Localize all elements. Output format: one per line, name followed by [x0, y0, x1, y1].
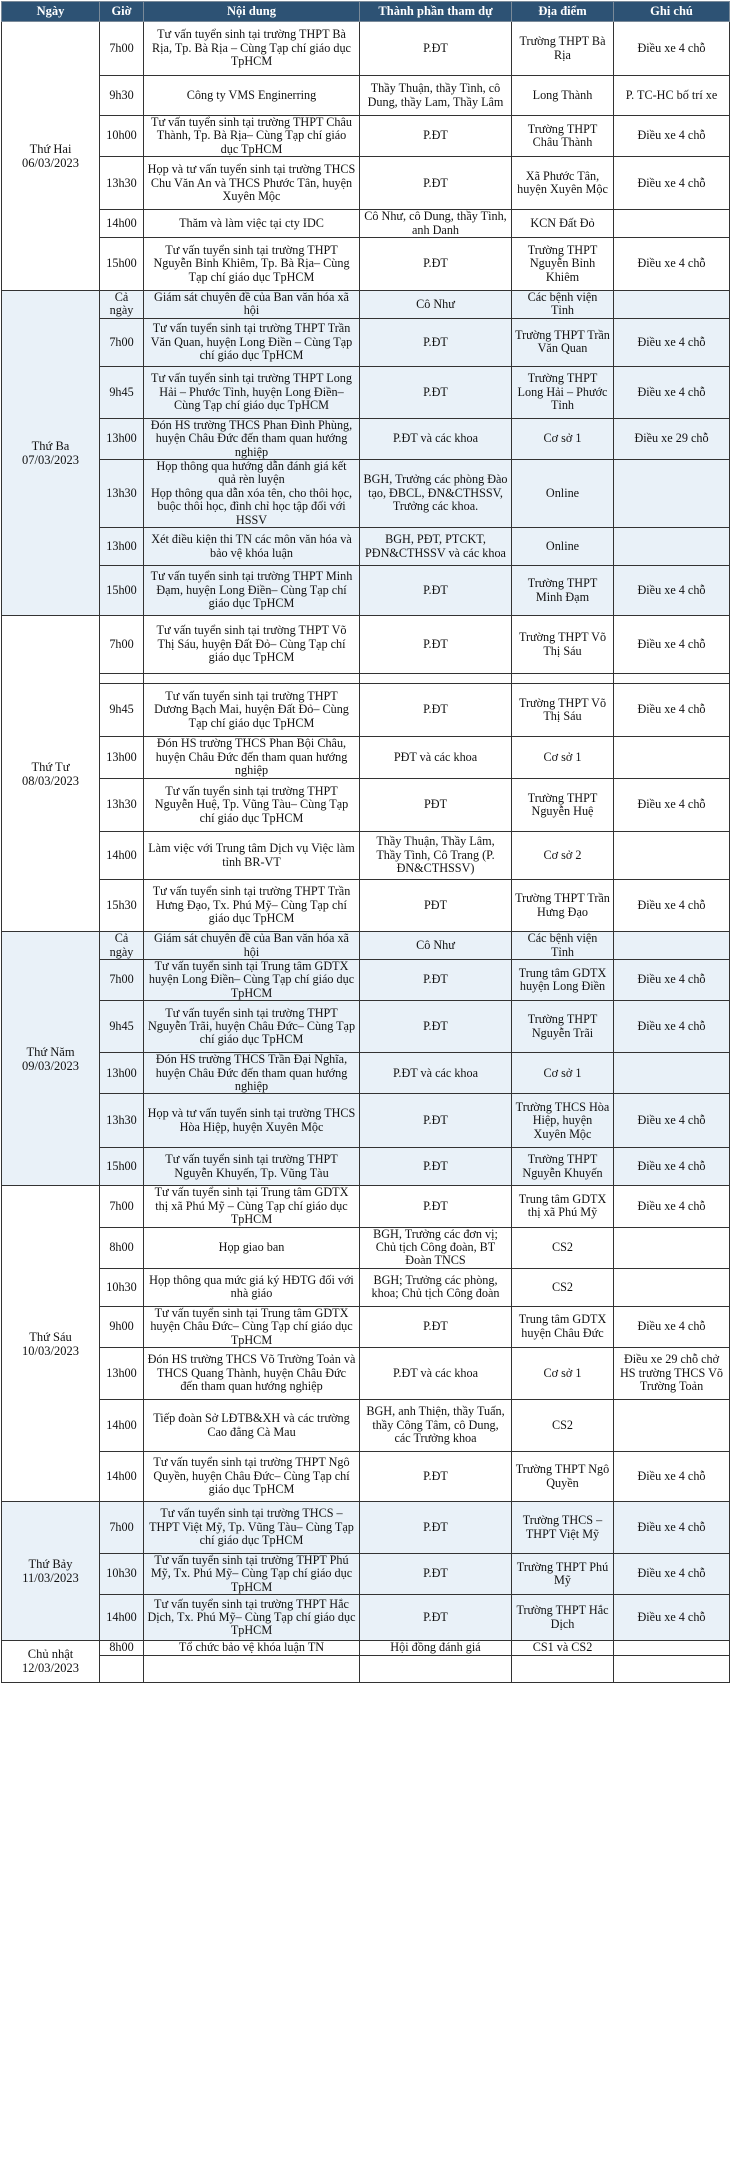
time-cell: 14h00 — [100, 1452, 144, 1502]
day-cell: Thứ Tư 08/03/2023 — [2, 616, 100, 932]
table-row — [2, 880, 730, 932]
place-cell: Trung tâm GDTX thị xã Phú Mỹ — [512, 1186, 614, 1227]
content-cell: Họp và tư vấn tuyển sinh tại trường THCS Hòa Hiệp, huyện Xuyên Mộc — [144, 1094, 360, 1148]
table-row — [2, 76, 730, 116]
place-cell: Trường THCS Hòa Hiệp, huyện Xuyên Mộc — [512, 1094, 614, 1148]
table-row — [2, 157, 730, 210]
participants-cell — [360, 674, 512, 684]
note-cell: Điều xe 4 chỗ — [614, 1502, 730, 1554]
content-cell: Thăm và làm việc tại cty IDC — [144, 210, 360, 238]
note-cell — [614, 1053, 730, 1094]
header-time: Giờ — [100, 2, 144, 22]
note-cell: Điều xe 4 chỗ — [614, 116, 730, 157]
time-cell: 9h30 — [100, 76, 144, 116]
content-cell: Đón HS trường THCS Phan Bội Châu, huyện Châu Đức đến tham quan hướng nghiệp — [144, 737, 360, 779]
content-cell: Tư vấn tuyển sinh tại trường THPT Nguyễn Khuyến, Tp. Vũng Tàu — [144, 1148, 360, 1186]
content-cell: Tiếp đoàn Sở LĐTB&XH và các trường Cao đẳng Cà Mau — [144, 1400, 360, 1452]
day-group — [2, 291, 730, 616]
content-cell: Tư vấn tuyển sinh tại Trung tâm GDTX huyện Long Điền– Cùng Tạp chí giáo dục TpHCM — [144, 959, 360, 1000]
place-cell: KCN Đất Đỏ — [512, 210, 614, 238]
note-cell — [614, 1400, 730, 1452]
place-cell: Cơ sở 1 — [512, 1348, 614, 1400]
note-cell — [614, 210, 730, 238]
time-cell — [100, 1655, 144, 1682]
participants-cell: BGH, anh Thiện, thầy Tuấn, thầy Công Tâm, cô Dung, các Trưởng khoa — [360, 1400, 512, 1452]
participants-cell: P.ĐT — [360, 1595, 512, 1641]
participants-cell: P.ĐT — [360, 116, 512, 157]
note-cell — [614, 932, 730, 960]
day-cell: Thứ Hai 06/03/2023 — [2, 22, 100, 291]
note-cell: Điều xe 29 chỗ — [614, 418, 730, 459]
place-cell: Trường THPT Nguyễn Khuyến — [512, 1148, 614, 1186]
content-cell: Xét điều kiện thi TN các môn văn hóa và bảo vệ khóa luận — [144, 528, 360, 566]
note-cell: Điều xe 4 chỗ — [614, 1452, 730, 1502]
time-cell: 15h00 — [100, 1148, 144, 1186]
table-row — [2, 116, 730, 157]
note-cell: Điều xe 4 chỗ — [614, 1306, 730, 1347]
content-cell: Giám sát chuyên đề của Ban văn hóa xã hội — [144, 932, 360, 960]
note-cell — [614, 832, 730, 880]
content-cell: Tư vấn tuyển sinh tại trường THPT Châu Thành, Tp. Bà Rịa– Cùng Tạp chí giáo dục TpHCM — [144, 116, 360, 157]
table-row — [2, 1053, 730, 1094]
header-content: Nội dung — [144, 2, 360, 22]
note-cell: Điều xe 4 chỗ — [614, 1094, 730, 1148]
place-cell — [512, 674, 614, 684]
day-cell: Thứ Sáu 10/03/2023 — [2, 1186, 100, 1502]
participants-cell: Hội đồng đánh giá — [360, 1641, 512, 1655]
place-cell: Trường THPT Minh Đạm — [512, 566, 614, 616]
content-cell: Họp giao ban — [144, 1227, 360, 1268]
place-cell: Trường THPT Võ Thị Sáu — [512, 616, 614, 674]
place-cell: Cơ sở 1 — [512, 1053, 614, 1094]
content-cell: Họp thông qua hướng dẫn đánh giá kết quả rèn luyện Họp thông qua dẫn xóa tên, cho thôi học, buộc thôi học, đình chỉ học tập đối với HSSV — [144, 460, 360, 528]
table-row — [2, 291, 730, 319]
content-cell: Tư vấn tuyển sinh tại trường THPT Hắc Dịch, Tx. Phú Mỹ– Cùng Tạp chí giáo dục TpHCM — [144, 1595, 360, 1641]
note-cell: Điều xe 4 chỗ — [614, 157, 730, 210]
table-row — [2, 1348, 730, 1400]
table-row — [2, 779, 730, 832]
place-cell: Các bệnh viện Tỉnh — [512, 291, 614, 319]
time-cell: 14h00 — [100, 210, 144, 238]
content-cell — [144, 674, 360, 684]
day-group — [2, 1186, 730, 1502]
content-cell: Công ty VMS Enginerring — [144, 76, 360, 116]
place-cell: Cơ sở 1 — [512, 418, 614, 459]
content-cell — [144, 1655, 360, 1682]
participants-cell: PĐT — [360, 779, 512, 832]
place-cell: Trường THPT Ngô Quyền — [512, 1452, 614, 1502]
place-cell: Xã Phước Tân, huyện Xuyên Mộc — [512, 157, 614, 210]
content-cell: Đón HS trường THCS Phan Đình Phùng, huyện Châu Đức đến tham quan hướng nghiệp — [144, 418, 360, 459]
content-cell: Tư vấn tuyển sinh tại trường THPT Ngô Quyền, huyện Châu Đức– Cùng Tạp chí giáo dục TpHCM — [144, 1452, 360, 1502]
table-row — [2, 616, 730, 674]
content-cell: Tư vấn tuyển sinh tại trường THPT Nguyễn Huệ, Tp. Vũng Tàu– Cùng Tạp chí giáo dục TpHCM — [144, 779, 360, 832]
place-cell: Cơ sở 2 — [512, 832, 614, 880]
time-cell: 13h00 — [100, 737, 144, 779]
participants-cell: BGH, Trưởng các phòng Đào tạo, ĐBCL, ĐN&CTHSSV, Trưởng các khoa. — [360, 460, 512, 528]
participants-cell: Thầy Thuận, Thầy Lâm, Thầy Tình, Cô Trang (P. ĐN&CTHSSV) — [360, 832, 512, 880]
table-row — [2, 1400, 730, 1452]
note-cell — [614, 1227, 730, 1268]
table-row — [2, 1595, 730, 1641]
content-cell: Tư vấn tuyển sinh tại trường THPT Dương Bạch Mai, huyện Đất Đỏ– Cùng Tạp chí giáo dục TpHCM — [144, 684, 360, 737]
note-cell: Điều xe 4 chỗ — [614, 684, 730, 737]
place-cell: Trường THCS – THPT Việt Mỹ — [512, 1502, 614, 1554]
note-cell: Điều xe 4 chỗ — [614, 366, 730, 418]
day-cell: Thứ Năm 09/03/2023 — [2, 932, 100, 1186]
participants-cell: P.ĐT và các khoa — [360, 1348, 512, 1400]
place-cell: Trường THPT Nguyễn Huệ — [512, 779, 614, 832]
time-cell: 9h45 — [100, 1001, 144, 1053]
table-row — [2, 210, 730, 238]
note-cell: Điều xe 4 chỗ — [614, 238, 730, 291]
participants-cell: P.ĐT — [360, 1186, 512, 1227]
time-cell: 14h00 — [100, 832, 144, 880]
time-cell: 9h45 — [100, 366, 144, 418]
participants-cell: P.ĐT — [360, 959, 512, 1000]
content-cell: Tư vấn tuyển sinh tại trường THPT Phú Mỹ, Tx. Phú Mỹ– Cùng Tạp chí giáo dục TpHCM — [144, 1554, 360, 1595]
place-cell: Long Thành — [512, 76, 614, 116]
table-row — [2, 674, 730, 684]
content-cell: Giám sát chuyên đề của Ban văn hóa xã hội — [144, 291, 360, 319]
note-cell: Điều xe 4 chỗ — [614, 318, 730, 366]
content-cell: Tư vấn tuyển sinh tại trường THCS – THPT Việt Mỹ, Tp. Vũng Tàu– Cùng Tạp chí giáo dục TpHCM — [144, 1502, 360, 1554]
time-cell: 14h00 — [100, 1400, 144, 1452]
participants-cell: Cô Như, cô Dung, thầy Tình, anh Danh — [360, 210, 512, 238]
table-row — [2, 1148, 730, 1186]
participants-cell: P.ĐT — [360, 1502, 512, 1554]
time-cell: 7h00 — [100, 22, 144, 76]
participants-cell: P.ĐT — [360, 1554, 512, 1595]
time-cell: 9h45 — [100, 684, 144, 737]
time-cell: 9h00 — [100, 1306, 144, 1347]
time-cell: 13h30 — [100, 157, 144, 210]
time-cell: 13h30 — [100, 779, 144, 832]
participants-cell: Thầy Thuận, thầy Tình, cô Dung, thầy Lam, Thầy Lâm — [360, 76, 512, 116]
place-cell: Trường THPT Trần Hưng Đạo — [512, 880, 614, 932]
note-cell — [614, 1655, 730, 1682]
time-cell: 7h00 — [100, 1502, 144, 1554]
day-cell: Chủ nhật 12/03/2023 — [2, 1641, 100, 1682]
time-cell: 13h00 — [100, 1348, 144, 1400]
content-cell: Tư vấn tuyển sinh tại trường THPT Minh Đạm, huyện Long Điền– Cùng Tạp chí giáo dục TpHCM — [144, 566, 360, 616]
note-cell: Điều xe 4 chỗ — [614, 566, 730, 616]
note-cell — [614, 1268, 730, 1306]
time-cell: 10h30 — [100, 1554, 144, 1595]
time-cell: 7h00 — [100, 318, 144, 366]
note-cell: Điều xe 4 chỗ — [614, 616, 730, 674]
table-row — [2, 959, 730, 1000]
participants-cell: P.ĐT — [360, 22, 512, 76]
header-note: Ghi chú — [614, 2, 730, 22]
table-row — [2, 832, 730, 880]
time-cell: 13h00 — [100, 528, 144, 566]
participants-cell: P.ĐT — [360, 157, 512, 210]
place-cell: Trường THPT Phú Mỹ — [512, 1554, 614, 1595]
day-group — [2, 1502, 730, 1641]
note-cell: Điều xe 4 chỗ — [614, 22, 730, 76]
table-row — [2, 932, 730, 960]
participants-cell: BGH, Trưởng các đơn vị; Chủ tịch Công đoàn, BT Đoàn TNCS — [360, 1227, 512, 1268]
content-cell: Họp và tư vấn tuyển sinh tại trường THCS Chu Văn An và THCS Phước Tân, huyện Xuyên Mộc — [144, 157, 360, 210]
time-cell: 8h00 — [100, 1227, 144, 1268]
place-cell: Trung tâm GDTX huyện Long Điền — [512, 959, 614, 1000]
place-cell: Trường THPT Nguyễn Bỉnh Khiêm — [512, 238, 614, 291]
participants-cell: P.ĐT — [360, 238, 512, 291]
time-cell: 15h00 — [100, 238, 144, 291]
note-cell — [614, 291, 730, 319]
participants-cell — [360, 1655, 512, 1682]
note-cell — [614, 1641, 730, 1655]
note-cell: P. TC-HC bố trí xe — [614, 76, 730, 116]
time-cell: 10h30 — [100, 1268, 144, 1306]
participants-cell: P.ĐT — [360, 1001, 512, 1053]
day-cell: Thứ Ba 07/03/2023 — [2, 291, 100, 616]
table-row — [2, 22, 730, 76]
table-row — [2, 1641, 730, 1655]
place-cell: CS2 — [512, 1227, 614, 1268]
time-cell: 10h00 — [100, 116, 144, 157]
participants-cell: PĐT và các khoa — [360, 737, 512, 779]
table-row — [2, 238, 730, 291]
place-cell: CS2 — [512, 1400, 614, 1452]
time-cell: 7h00 — [100, 1186, 144, 1227]
place-cell: Online — [512, 528, 614, 566]
table-row — [2, 684, 730, 737]
content-cell: Tư vấn tuyển sinh tại trường THPT Long Hải – Phước Tỉnh, huyện Long Điền– Cùng Tạp chí giáo dục TpHCM — [144, 366, 360, 418]
place-cell: CS2 — [512, 1268, 614, 1306]
day-cell: Thứ Bảy 11/03/2023 — [2, 1502, 100, 1641]
content-cell: Tư vấn tuyển sinh tại trường THPT Bà Rịa, Tp. Bà Rịa – Cùng Tạp chí giáo dục TpHCM — [144, 22, 360, 76]
table-row — [2, 1655, 730, 1682]
participants-cell: P.ĐT — [360, 684, 512, 737]
content-cell: Tư vấn tuyển sinh tại Trung tâm GDTX thị xã Phú Mỹ – Cùng Tạp chí giáo dục TpHCM — [144, 1186, 360, 1227]
content-cell: Tư vấn tuyển sinh tại trường THPT Trần Hưng Đạo, Tx. Phú Mỹ– Cùng Tạp chí giáo dục TpHCM — [144, 880, 360, 932]
time-cell: 13h30 — [100, 1094, 144, 1148]
table-row — [2, 1502, 730, 1554]
note-cell: Điều xe 29 chỗ chở HS trường THCS Võ Trường Toản — [614, 1348, 730, 1400]
content-cell: Tư vấn tuyển sinh tại trường THPT Trần Văn Quan, huyện Long Điền – Cùng Tạp chí giáo dục TpHCM — [144, 318, 360, 366]
content-cell: Tư vấn tuyển sinh tại trường THPT Võ Thị Sáu, huyện Đất Đỏ– Cùng Tạp chí giáo dục TpHCM — [144, 616, 360, 674]
schedule-table — [1, 1, 730, 1683]
place-cell: Online — [512, 460, 614, 528]
table-row — [2, 1268, 730, 1306]
participants-cell: Cô Như — [360, 932, 512, 960]
place-cell: Trường THPT Trần Văn Quan — [512, 318, 614, 366]
place-cell: Trường THPT Châu Thành — [512, 116, 614, 157]
table-row — [2, 528, 730, 566]
note-cell: Điều xe 4 chỗ — [614, 1595, 730, 1641]
note-cell: Điều xe 4 chỗ — [614, 1001, 730, 1053]
content-cell: Tổ chức bảo vệ khóa luận TN — [144, 1641, 360, 1655]
place-cell: Cơ sở 1 — [512, 737, 614, 779]
participants-cell: P.ĐT — [360, 1306, 512, 1347]
time-cell: 8h00 — [100, 1641, 144, 1655]
participants-cell: BGH, PĐT, PTCKT, PĐN&CTHSSV và các khoa — [360, 528, 512, 566]
time-cell: 7h00 — [100, 616, 144, 674]
day-group — [2, 1641, 730, 1682]
table-row — [2, 1186, 730, 1227]
place-cell: CS1 và CS2 — [512, 1641, 614, 1655]
header-row — [2, 2, 730, 22]
time-cell: 13h00 — [100, 418, 144, 459]
note-cell — [614, 674, 730, 684]
content-cell: Họp thông qua mức giá ký HĐTG đối với nhà giáo — [144, 1268, 360, 1306]
note-cell — [614, 460, 730, 528]
note-cell: Điều xe 4 chỗ — [614, 779, 730, 832]
participants-cell: PĐT — [360, 880, 512, 932]
content-cell: Đón HS trường THCS Võ Trường Toản và THCS Quang Thành, huyện Châu Đức đến tham quan hướng nghiệp — [144, 1348, 360, 1400]
note-cell: Điều xe 4 chỗ — [614, 1554, 730, 1595]
time-cell: 14h00 — [100, 1595, 144, 1641]
day-group — [2, 932, 730, 1186]
time-cell: Cả ngày — [100, 291, 144, 319]
content-cell: Làm việc với Trung tâm Dịch vụ Việc làm tỉnh BR-VT — [144, 832, 360, 880]
participants-cell: P.ĐT — [360, 616, 512, 674]
note-cell: Điều xe 4 chỗ — [614, 1186, 730, 1227]
table-row — [2, 366, 730, 418]
table-row — [2, 1094, 730, 1148]
place-cell: Trường THPT Bà Rịa — [512, 22, 614, 76]
time-cell — [100, 674, 144, 684]
time-cell: 15h00 — [100, 566, 144, 616]
place-cell — [512, 1655, 614, 1682]
note-cell: Điều xe 4 chỗ — [614, 1148, 730, 1186]
table-row — [2, 418, 730, 459]
table-row — [2, 1227, 730, 1268]
time-cell: 13h00 — [100, 1053, 144, 1094]
place-cell: Trung tâm GDTX huyện Châu Đức — [512, 1306, 614, 1347]
participants-cell: P.ĐT — [360, 366, 512, 418]
day-group — [2, 616, 730, 932]
time-cell: 7h00 — [100, 959, 144, 1000]
place-cell: Trường THPT Hắc Dịch — [512, 1595, 614, 1641]
header-participants: Thành phần tham dự — [360, 2, 512, 22]
participants-cell: P.ĐT — [360, 1452, 512, 1502]
content-cell: Tư vấn tuyển sinh tại trường THPT Nguyễn Bỉnh Khiêm, Tp. Bà Rịa– Cùng Tạp chí giáo dục TpHCM — [144, 238, 360, 291]
content-cell: Đón HS trường THCS Trần Đại Nghĩa, huyện Châu Đức đến tham quan hướng nghiệp — [144, 1053, 360, 1094]
note-cell — [614, 737, 730, 779]
participants-cell: Cô Như — [360, 291, 512, 319]
participants-cell: P.ĐT và các khoa — [360, 418, 512, 459]
time-cell: Cả ngày — [100, 932, 144, 960]
place-cell: Các bệnh viện Tỉnh — [512, 932, 614, 960]
day-group — [2, 22, 730, 291]
participants-cell: P.ĐT — [360, 318, 512, 366]
content-cell: Tư vấn tuyển sinh tại Trung tâm GDTX huyện Châu Đức– Cùng Tạp chí giáo dục TpHCM — [144, 1306, 360, 1347]
participants-cell: P.ĐT — [360, 1148, 512, 1186]
place-cell: Trường THPT Nguyễn Trãi — [512, 1001, 614, 1053]
table-row — [2, 737, 730, 779]
content-cell: Tư vấn tuyển sinh tại trường THPT Nguyễn Trãi, huyện Châu Đức– Cùng Tạp chí giáo dục TpHCM — [144, 1001, 360, 1053]
table-row — [2, 318, 730, 366]
table-row — [2, 566, 730, 616]
participants-cell: P.ĐT và các khoa — [360, 1053, 512, 1094]
place-cell: Trường THPT Võ Thị Sáu — [512, 684, 614, 737]
note-cell — [614, 528, 730, 566]
header-place: Địa điểm — [512, 2, 614, 22]
place-cell: Trường THPT Long Hải – Phước Tỉnh — [512, 366, 614, 418]
header-day: Ngày — [2, 2, 100, 22]
note-cell: Điều xe 4 chỗ — [614, 880, 730, 932]
table-row — [2, 1452, 730, 1502]
time-cell: 15h30 — [100, 880, 144, 932]
note-cell: Điều xe 4 chỗ — [614, 959, 730, 1000]
participants-cell: P.ĐT — [360, 1094, 512, 1148]
table-row — [2, 1554, 730, 1595]
table-row — [2, 1001, 730, 1053]
table-row — [2, 1306, 730, 1347]
table-row — [2, 460, 730, 528]
participants-cell: BGH; Trưởng các phòng, khoa; Chủ tịch Công đoàn — [360, 1268, 512, 1306]
time-cell: 13h30 — [100, 460, 144, 528]
participants-cell: P.ĐT — [360, 566, 512, 616]
